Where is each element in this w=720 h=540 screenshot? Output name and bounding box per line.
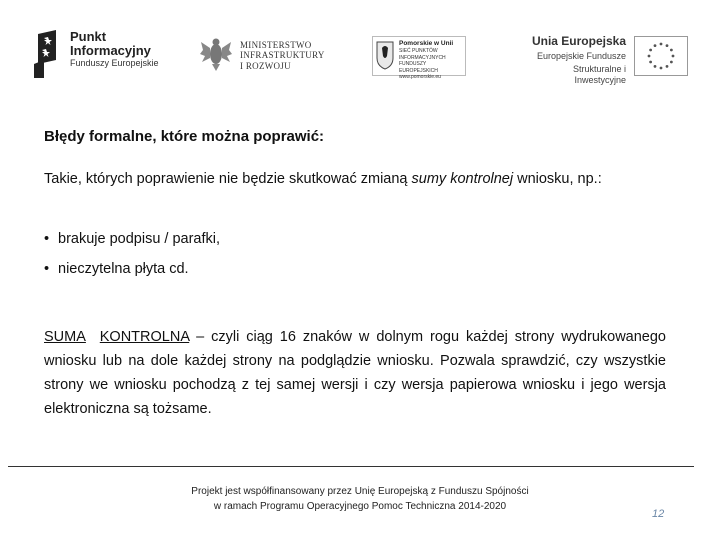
pomorskie-line1: SIEĆ PUNKTÓW INFORMACYJNYCH <box>399 48 446 61</box>
punkt-logo-line2: Informacyjny <box>70 42 151 58</box>
ue-line1: Unia Europejska <box>531 34 626 48</box>
eu-star-icon <box>654 65 657 68</box>
eu-star-icon <box>666 65 669 68</box>
footer-text <box>130 484 590 514</box>
eu-star-icon <box>648 55 651 58</box>
bullet-icon: • <box>44 261 50 277</box>
list-item <box>44 224 220 254</box>
eagle-emblem-icon <box>200 36 232 72</box>
eu-star-icon <box>666 44 669 47</box>
ue-line2: Europejskie Fundusze <box>536 51 626 61</box>
p1-italic-term: sumy kontrolnej <box>411 171 514 187</box>
pomorskie-logo <box>372 36 466 81</box>
list-item <box>44 254 220 284</box>
bullet-list <box>44 224 220 284</box>
ministerstwo-line3: I ROZWOJU <box>240 60 291 71</box>
list-item-text: brakuje podpisu / parafki, <box>58 231 221 247</box>
page-number: 12 <box>652 508 665 520</box>
footer-line1: Projekt jest współfinansowany przez Unię Europejską z Funduszu Spójności <box>191 486 529 497</box>
ue-line3: Strukturalne i Inwestycyjne <box>572 64 626 85</box>
term-kontrolna: KONTROLNA <box>99 329 190 345</box>
punkt-informacyjny-flag-icon <box>34 30 64 78</box>
eu-flag-icon <box>634 36 688 76</box>
footer-line2: w ramach Programu Operacyjnego Pomoc Techniczna 2014-2020 <box>213 501 507 512</box>
unia-europejska-logo <box>520 34 690 85</box>
footer-divider <box>8 466 694 467</box>
pomorskie-title: Pomorskie w Unii <box>399 40 454 47</box>
eu-star-icon <box>649 49 652 52</box>
p1-text-after: wniosku, np.: <box>513 171 602 187</box>
eu-star-icon <box>660 43 663 46</box>
p1-text-before: Takie, których poprawienie nie będzie skutkować zmianą <box>44 171 412 187</box>
eu-star-icon <box>660 67 663 70</box>
punkt-informacyjny-logo <box>34 28 174 80</box>
eu-star-icon <box>649 61 652 64</box>
ministerstwo-line2: INFRASTRUKTURY <box>240 50 325 61</box>
eu-star-icon <box>670 49 673 52</box>
eu-star-icon <box>672 55 675 58</box>
pomorskie-line2: FUNDUSZY EUROPEJSKICH <box>399 61 438 74</box>
pomorskie-line3: www.pomorskie.eu <box>399 74 441 81</box>
list-item-text: nieczytelna płyta cd. <box>58 261 189 277</box>
eu-star-icon <box>654 44 657 47</box>
paragraph-checksum-definition <box>44 325 666 421</box>
eu-star-icon <box>670 61 673 64</box>
slide-heading: Błędy formalne, które można poprawić: <box>44 128 325 145</box>
punkt-logo-line3: Funduszy Europejskie <box>70 58 159 69</box>
ministerstwo-logo <box>200 34 330 74</box>
bullet-icon: • <box>44 231 50 247</box>
paragraph-fixable-errors <box>44 167 666 191</box>
griffin-crest-icon <box>376 40 394 70</box>
p2-rest-text: – czyli ciąg 16 znaków w dolnym rogu każdej strony wydrukowanego wniosku lub na dole każdej strony na podglądzie wniosku. Pozwala sprawdzić, czy wszystkie strony we wniosku pochodzą z tej samej wersji i czy wersja papierowa wniosku i jego wersja elektroniczna są tożsame. <box>44 329 666 417</box>
term-suma: SUMA <box>44 329 86 345</box>
logo-bar <box>0 0 720 110</box>
ministerstwo-line1: MINISTERSTWO <box>240 40 312 50</box>
punkt-logo-line1: Punkt <box>70 29 107 44</box>
